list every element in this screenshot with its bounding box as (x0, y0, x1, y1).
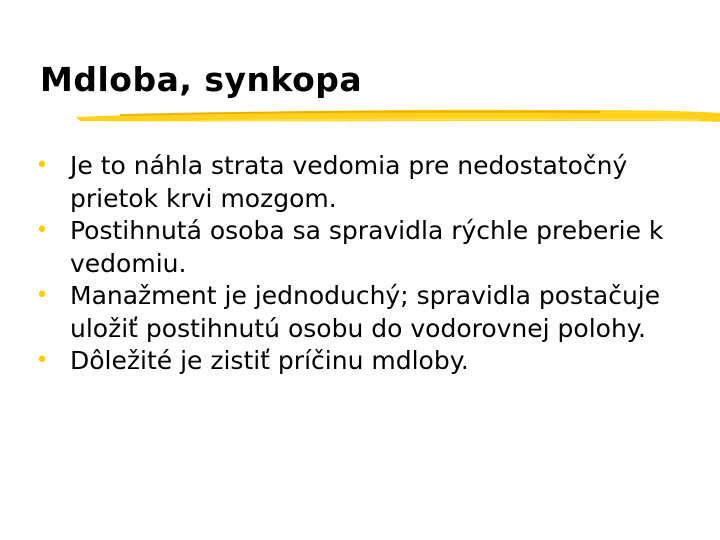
bullet-dot-icon: • (35, 218, 49, 243)
bullet-text: Postihnutá osoba sa spravidla rýchle preberie k vedomiu. (70, 216, 664, 278)
bullet-dot-icon: • (35, 348, 49, 373)
bullet-item (32, 280, 692, 345)
bullet-list (32, 150, 692, 378)
bullet-item (32, 150, 692, 215)
bullet-text: Je to náhla strata vedomia pre nedostatočný prietok krvi mozgom. (70, 151, 628, 213)
bullet-text: Dôležité je zistiť príčinu mdloby. (70, 346, 469, 375)
bullet-dot-icon: • (35, 153, 49, 178)
bullet-item (32, 345, 692, 378)
bullet-text: Manažment je jednoduchý; spravidla postačuje uložiť postihnutú osobu do vodorovnej polohy. (70, 281, 661, 343)
bullet-dot-icon: • (35, 283, 49, 308)
bullet-item (32, 215, 692, 280)
slide-title: Mdloba, synkopa (40, 60, 363, 99)
title-underline-brushstroke (0, 100, 720, 134)
